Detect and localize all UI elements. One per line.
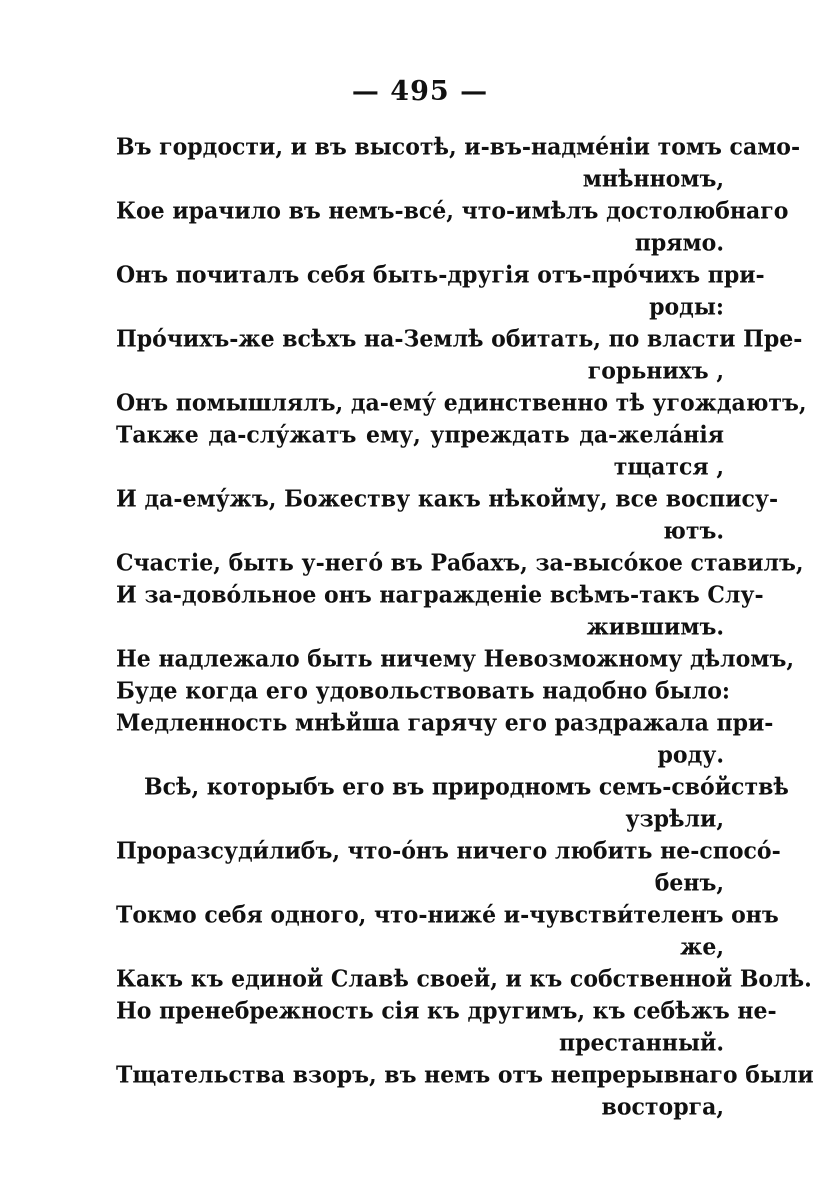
verse-line: Но пренебрежность сія къ другимъ, къ себѣжъ не- [116,996,777,1026]
verse-line-continuation: прямо. [634,228,724,258]
verse-line: Въ гордости, и въ высотѣ, и-въ-надме́ніи томъ само- [116,132,801,162]
verse-line: Про́чихъ-же всѣхъ на-Землѣ обитать, по власти Пре- [116,324,803,354]
poem-text [116,131,814,1123]
verse-line: Онъ почиталъ себя быть-другія отъ-про́чихъ при- [116,260,765,290]
verse-line-continuation: восторга, [601,1092,724,1122]
verse-line: Какъ къ единой Славѣ своей, и къ собственной Волѣ. [116,964,812,994]
verse-line: Онъ помышлялъ, да-ему́ единственно тѣ угождаютъ, [116,388,807,418]
verse-line-continuation: жившимъ. [586,612,724,642]
verse-line-continuation: мнѣнномъ, [582,164,724,194]
verse-line: И да-ему́жъ, Божеству какъ нѣкойму, все воспису- [116,484,779,514]
verse-line-continuation: ютъ. [663,516,724,546]
verse-line-continuation: же, [680,932,724,962]
verse-line: Всѣ, которыбъ его въ природномъ семъ-сво́йствѣ [144,772,789,802]
verse-line-continuation: роды: [649,292,724,322]
verse-line: Кое ирачило въ немъ-все́, что-имѣлъ достолюбнаго [116,196,789,226]
verse-line: Медленность мнѣйша гарячу его раздражала при- [116,708,774,738]
verse-line-continuation: тщатся , [613,452,724,482]
verse-line: Также да-слу́жатъ ему, упреждать да-жела́нія [116,420,724,450]
verse-line-continuation: узрѣли, [625,804,724,834]
verse-line: Проразсуди́либъ, что-о́нъ ничего любить не-спосо́- [116,836,781,866]
verse-line-continuation: горьнихъ , [587,356,724,386]
verse-line: Счастіе, быть у-него́ въ Рабахъ, за-высо́кое ставилъ, [116,548,804,578]
verse-line-continuation: престанный. [559,1028,724,1058]
verse-line-continuation: роду. [657,740,724,770]
verse-line: Не надлежало быть ничему Невозможному дѣломъ, [116,644,794,674]
verse-line-continuation: бенъ, [654,868,724,898]
verse-line: Тщательства взоръ, въ немъ отъ непрерывнаго были [116,1060,814,1090]
verse-line: Буде когда его удовольствовать надобно было: [116,676,731,706]
verse-line: Токмо себя одного, что-ниже́ и-чувстви́теленъ онъ [116,900,779,930]
verse-line: И за-дово́льное онъ награжденіе всѣмъ-такъ Слу- [116,580,764,610]
page-number: — 495 — [351,76,489,107]
